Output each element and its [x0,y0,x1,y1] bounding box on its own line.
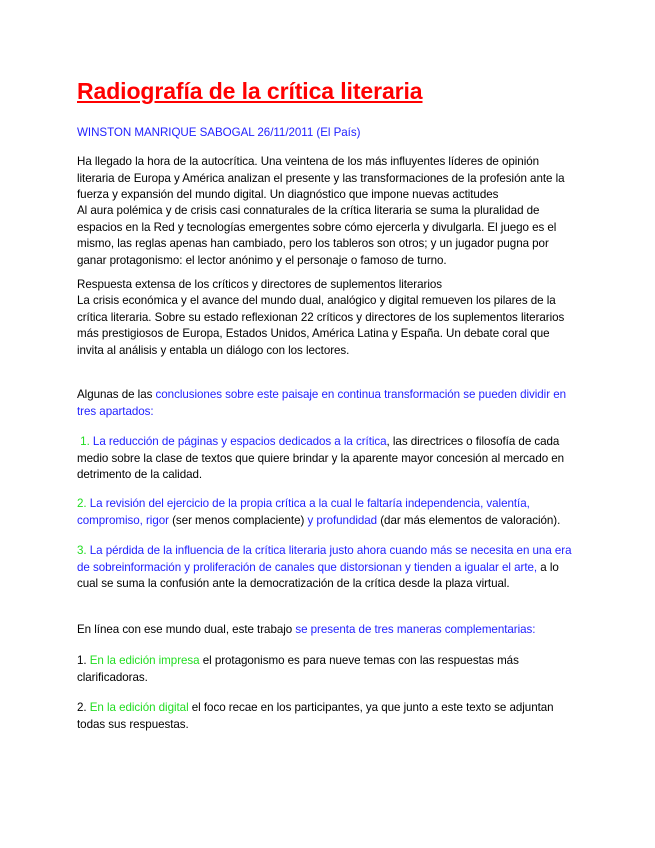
way-2-text: el foco recae en los participantes, ya que junto a este texto se adjuntan todas sus respuestas. [77,701,554,731]
page-title: Radiografía de la crítica literaria [77,78,423,104]
point-3-text: a lo cual se suma la confusión ante la democratización de la crítica desde la plaza virtual. [77,560,559,590]
way-1-highlight: En la edición impresa [89,654,200,667]
response-body: La crisis económica y el avance del mundo dual, analógico y digital remueven los pilares de la crítica literaria. Sobre su estado reflexionan 22 críticos y directores de los suplementos literarios más prestigiosos de Europa, Estados Unidos, América Latina y España. Un debate coral que invita al análisis y entabla un diálogo con los lectores. [77,294,565,357]
way-1 [77,653,575,686]
conclusions-intro [77,387,575,420]
way-2-number: 2. [77,701,87,714]
dual-highlight: se presenta de tres maneras complementarias: [295,623,536,636]
intro-paragraph-2: Al aura polémica y de crisis casi connaturales de la crítica literaria se suma la pluralidad de espacios en la Red y tecnologías emergentes sobre cómo ejercerla y divulgarla. El juego es el mismo, las reglas apenas han cambiado, pero los tableros son otros; y un jugador pugna por ganar protagonismo: el lector anónimo y el personaje o famoso de turno. [77,204,557,267]
point-1 [77,434,575,484]
way-1-number: 1. [77,654,87,667]
way-2 [77,700,575,733]
response-heading: Respuesta extensa de los críticos y directores de suplementos literarios [77,278,443,291]
way-1-text: el protagonismo es para nueve temas con las respuestas más clarificadoras. [77,654,519,684]
dual-lead: En línea con ese mundo dual, este trabajo [77,623,296,636]
conclusions-highlight: conclusiones sobre este paisaje en continua transformación se pueden dividir en tres apartados: [77,388,566,418]
point-3-number: 3. [77,544,87,557]
point-2 [77,496,575,529]
intro-paragraph-1: Ha llegado la hora de la autocrítica. Una veintena de los más influyentes líderes de opinión literaria de Europa y América analizan el presente y las transformaciones de la profesión ante la fuerza y expansión del mundo digital. Un diagnóstico que impone nuevas actitudes [77,155,565,201]
point-1-highlight: La reducción de páginas y espacios dedicados a la crítica [92,435,387,448]
point-3-highlight: La pérdida de la influencia de la crítica literaria justo ahora cuando más se necesita en una era de sobreinformación y proliferación de canales que distorsionan y tienden a igualar el arte, [77,544,572,574]
conclusions-lead: Algunas de las [77,388,156,401]
point-2-number: 2. [77,497,87,510]
point-2-middle: (ser menos complaciente) [168,513,308,527]
point-2-text: (dar más elementos de valoración). [377,513,561,527]
dual-intro [77,622,575,639]
point-2-highlight-2: y profundidad [307,513,378,527]
point-2-highlight: La revisión del ejercicio de la propia crítica a la cual le faltaría independencia, valentía, compromiso, rigor [77,497,530,527]
point-3 [77,543,575,593]
point-1-number: 1. [80,435,90,448]
byline: WINSTON MANRIQUE SABOGAL 26/11/2011 (El País) [77,126,361,139]
way-2-highlight: En la edición digital [89,701,189,714]
point-1-text: , las directrices o filosofía de cada medio sobre la clase de textos que quiere brindar y la aparente mayor concesión al mercado en detrimento de la calidad. [77,435,565,481]
